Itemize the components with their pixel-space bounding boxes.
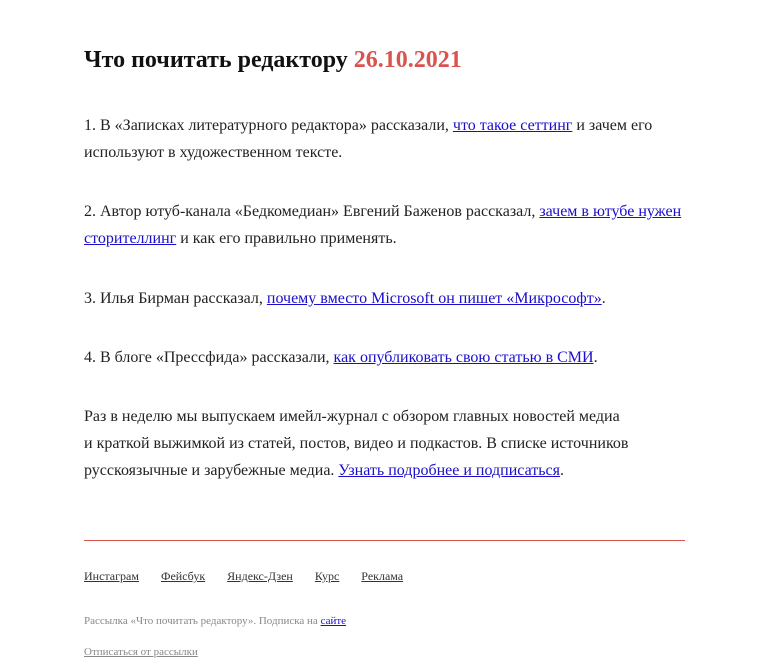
item-text-after: . — [601, 290, 606, 307]
footer-link-course[interactable]: Курс — [314, 569, 340, 583]
about-line: и краткой выжимкой из статей, постов, видео и подкастов. В списке источников — [84, 435, 629, 452]
footer-link-ads[interactable]: Реклама — [361, 569, 404, 583]
item-text: 1. В «Записках литературного редактора» рассказали, — [84, 117, 453, 134]
item-link[interactable]: зачем в ютубе нужен сторителлинг — [84, 203, 682, 247]
item-text-after: . — [593, 349, 598, 366]
footer-note-text: Рассылка «Что почитать редактору». Подписка на — [84, 615, 321, 627]
unsubscribe-wrap — [84, 645, 198, 659]
site-link[interactable]: сайте — [320, 615, 347, 627]
item-text: 4. В блоге «Прессфида» рассказали, — [84, 349, 334, 366]
item-text: 3. Илья Бирман рассказал, — [84, 290, 267, 307]
about-line: русскоязычные и зарубежные медиа. — [84, 462, 339, 479]
about-after: . — [560, 462, 565, 479]
footer-nav — [84, 569, 422, 583]
item-link[interactable]: как опубликовать свою статью в СМИ — [333, 349, 594, 366]
item-text: 2. Автор ютуб-канала «Бедкомедиан» Евгений Баженов рассказал, — [84, 203, 540, 220]
subscribe-link[interactable]: Узнать подробнее и подписаться — [338, 462, 561, 479]
list-item — [84, 285, 685, 312]
about-paragraph — [84, 403, 685, 484]
item-link[interactable]: почему вместо Microsoft он пишет «Микрософт» — [266, 290, 602, 307]
unsubscribe-link[interactable]: Отписаться от рассылки — [84, 646, 198, 658]
page-title — [84, 45, 462, 75]
item-link[interactable]: что такое сеттинг — [452, 117, 573, 134]
about-line: Раз в неделю мы выпускаем имейл-журнал с обзором главных новостей медиа — [84, 408, 620, 425]
footer-divider — [84, 540, 685, 541]
list-item — [84, 344, 685, 371]
footer-link-instagram[interactable]: Инстаграм — [84, 569, 139, 583]
item-text-after: и зачем его используют в художественном тексте. — [84, 117, 653, 161]
item-text-after: и как его правильно применять. — [176, 230, 397, 247]
footer-link-yandex-zen[interactable]: Яндекс-Дзен — [227, 569, 293, 583]
list-item — [84, 198, 685, 252]
footer-note — [84, 614, 346, 628]
footer-link-facebook[interactable]: Фейсбук — [160, 569, 206, 583]
list-item — [84, 112, 685, 166]
title-text: Что почитать редактору — [84, 47, 348, 73]
title-date: 26.10.2021 — [353, 47, 462, 73]
